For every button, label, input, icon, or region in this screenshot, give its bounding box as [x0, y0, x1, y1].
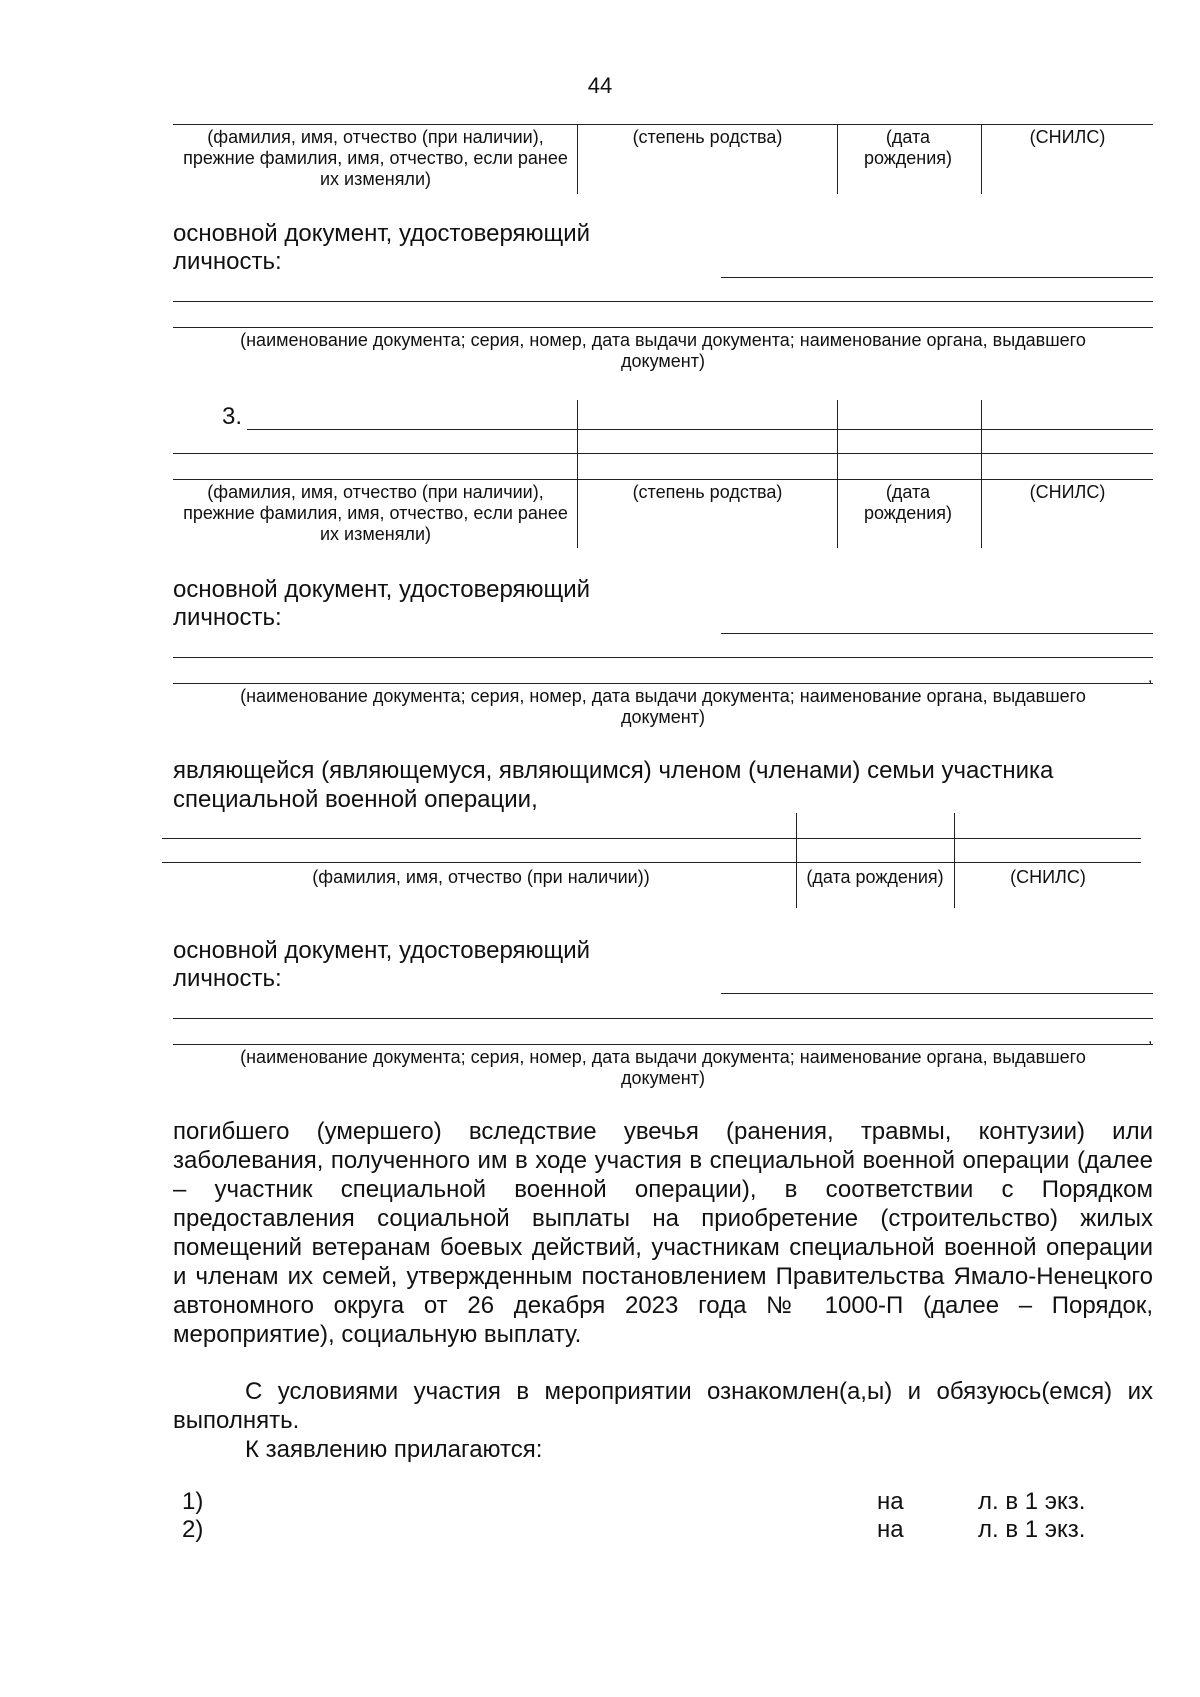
- participant-field-line[interactable]: [162, 838, 1141, 839]
- table-row-line: [173, 453, 1153, 454]
- line-end-comma: ,: [1148, 669, 1153, 686]
- page-number: 44: [587, 73, 613, 98]
- caption-relation: (степень родства): [632, 127, 783, 147]
- attachment-copies: л. в 1 экз.: [978, 1516, 1086, 1543]
- member-text: являющейся (являющемуся, являющимся) членом (членами) семьи участника специальной военной операции,: [173, 757, 1054, 813]
- line-end-comma: ,: [1148, 1030, 1153, 1047]
- id-doc-field-line[interactable]: [173, 1018, 1153, 1019]
- table-divider: [981, 124, 982, 194]
- caption-birth-date: (дата рождения): [863, 482, 953, 523]
- caption-doc-details: (наименование документа; серия, номер, дата выдачи документа; наименование органа, выдавшего документ): [240, 330, 1086, 371]
- id-doc-field-line[interactable]: [721, 633, 1153, 634]
- caption-relation: (степень родства): [632, 482, 783, 502]
- attachment-copies: л. в 1 экз.: [978, 1488, 1086, 1515]
- caption-fio-short: (фамилия, имя, отчество (при наличии)): [312, 867, 650, 887]
- id-doc-field-line[interactable]: [721, 993, 1153, 994]
- caption-snils: (СНИЛС): [1029, 482, 1106, 502]
- snils-field-line[interactable]: [981, 429, 1153, 430]
- conditions-paragraph: С условиями участия в мероприятии ознакомлен(а,ы) и обязуюсь(емся) их выполнять.: [173, 1378, 1153, 1434]
- table-top-line: [173, 124, 1153, 125]
- id-doc-field-line[interactable]: [173, 1044, 1153, 1045]
- table-divider: [981, 400, 982, 548]
- table-divider: [796, 813, 797, 908]
- caption-snils: (СНИЛС): [1010, 867, 1086, 887]
- id-doc-label: основной документ, удостоверяющий личность:: [173, 576, 591, 631]
- participant-field-line[interactable]: [162, 862, 1141, 863]
- relation-field-line[interactable]: [577, 429, 837, 430]
- caption-birth-date: (дата рождения): [863, 127, 953, 168]
- table-row-line: [173, 479, 1153, 480]
- attachment-number: 1): [182, 1488, 204, 1515]
- id-doc-field-line[interactable]: [721, 277, 1153, 278]
- caption-snils: (СНИЛС): [1029, 127, 1106, 147]
- table-divider: [837, 124, 838, 194]
- table-divider: [577, 400, 578, 548]
- id-doc-field-line[interactable]: [173, 301, 1153, 302]
- id-doc-field-line[interactable]: [173, 327, 1153, 328]
- caption-fio: (фамилия, имя, отчество (при наличии), прежние фамилия, имя, отчество, если ранее их изменяли): [183, 482, 568, 544]
- id-doc-label: основной документ, удостоверяющий личность:: [173, 937, 591, 992]
- attachment-na: на: [877, 1516, 904, 1543]
- attachment-number: 2): [182, 1516, 204, 1543]
- attachments-heading: К заявлению прилагаются:: [245, 1436, 543, 1463]
- table-divider: [837, 400, 838, 548]
- caption-birth-date: (дата рождения): [806, 867, 944, 887]
- caption-doc-details: (наименование документа; серия, номер, дата выдачи документа; наименование органа, выдавшего документ): [240, 1047, 1086, 1088]
- id-doc-label: основной документ, удостоверяющий личность:: [173, 220, 591, 275]
- caption-doc-details: (наименование документа; серия, номер, дата выдачи документа; наименование органа, выдавшего документ): [240, 686, 1086, 727]
- id-doc-field-line[interactable]: [173, 657, 1153, 658]
- table-divider: [577, 124, 578, 194]
- main-paragraph: погибшего (умершего) вследствие увечья (ранения, травмы, контузии) или заболевания, полученного им в ходе участия в специальной военной операции (далее – участник специальной военной операции), в соответствии с Порядком предоставления социальной выплаты на приобретение (строительство) жилых помещений ветеранам боевых действий, участникам специальной военной операции и членам их семей, утвержденным постановлением Правительства Ямало-Ненецкого автономного округа от 26 декабря 2023 года № 1000-П (далее – Порядок, мероприятие), социальную выплату.: [173, 1118, 1153, 1348]
- fio-field-line[interactable]: [247, 429, 577, 430]
- id-doc-field-line[interactable]: [173, 683, 1153, 684]
- attachment-na: на: [877, 1488, 904, 1515]
- item-3-number: 3.: [222, 403, 243, 430]
- caption-fio: (фамилия, имя, отчество (при наличии), прежние фамилия, имя, отчество, если ранее их изменяли): [183, 127, 568, 189]
- table-divider: [954, 813, 955, 908]
- birth-date-field-line[interactable]: [837, 429, 981, 430]
